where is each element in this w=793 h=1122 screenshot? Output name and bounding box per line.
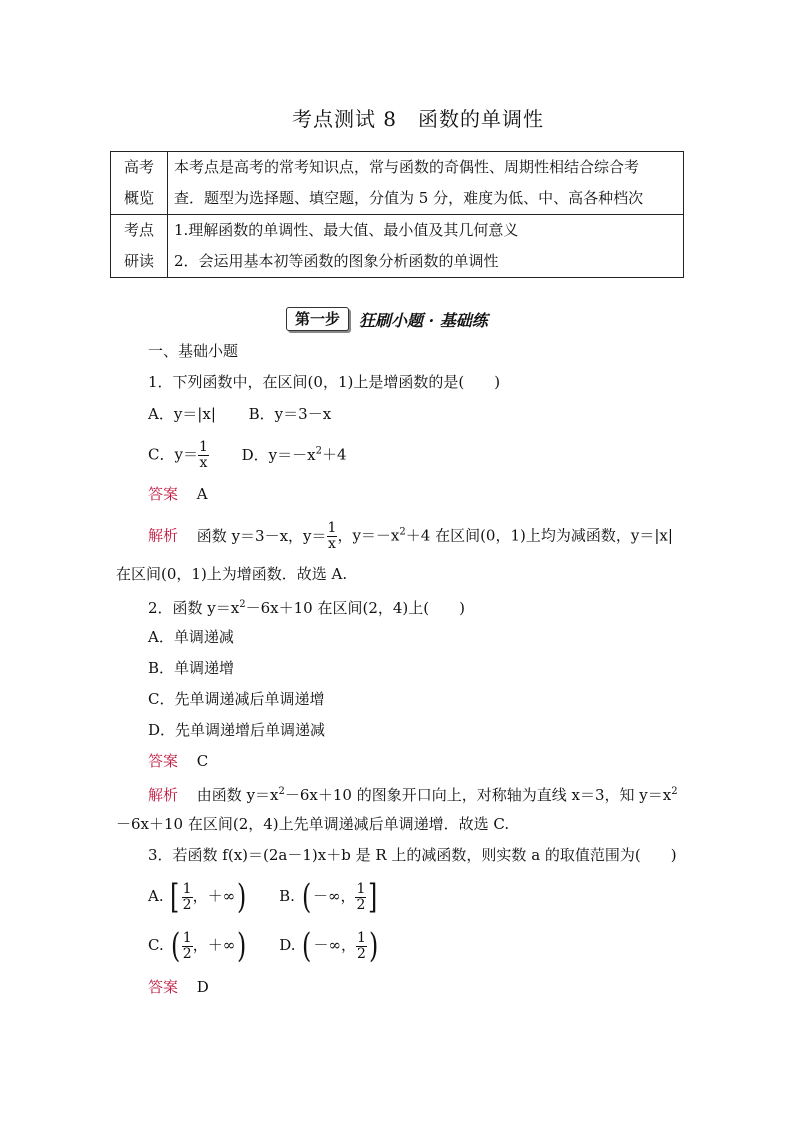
numerator: 1 xyxy=(356,880,366,897)
q1-option-b: B．y＝3－x xyxy=(248,405,332,423)
q1-options-cd xyxy=(148,440,347,471)
exponent: 2 xyxy=(399,526,406,538)
bracket-right: ] xyxy=(368,877,378,917)
q3-option-c-label: C. xyxy=(148,936,164,954)
fraction xyxy=(182,931,193,962)
row-text xyxy=(168,215,684,278)
q3-option-d-label: D. xyxy=(279,936,296,954)
bracket-left: ( xyxy=(301,877,311,917)
fraction xyxy=(327,521,338,552)
denominator: 2 xyxy=(356,896,366,913)
q2-option-b: B．单调递增 xyxy=(148,659,235,677)
q2-option-a: A．单调递减 xyxy=(148,628,234,646)
denominator: 2 xyxy=(357,945,366,962)
text-line: 1.理解函数的单调性、最大值、最小值及其几何意义 xyxy=(174,221,519,239)
numerator: 1 xyxy=(198,439,208,455)
answer-label: 答案 xyxy=(148,485,179,503)
analysis-text: －6x＋10 的图象开口向上，对称轴为直线 x＝3，知 y＝x xyxy=(284,786,672,804)
row-label xyxy=(111,152,168,215)
fraction xyxy=(356,931,367,962)
label-line: 研读 xyxy=(123,252,154,270)
q1-analysis xyxy=(148,521,673,552)
analysis-text: 由函数 y＝x xyxy=(196,786,279,804)
interval-text: －∞， xyxy=(313,936,357,954)
page-title: 考点测试 8 函数的单调性 xyxy=(291,107,545,131)
q1-option-c: C．y＝ xyxy=(148,445,198,464)
denominator: 2 xyxy=(182,896,192,913)
answer-value: C xyxy=(196,752,209,770)
denominator: x xyxy=(328,536,336,552)
step-text: 狂刷小题 · 基础练 xyxy=(359,310,488,330)
answer-value: D xyxy=(196,978,209,996)
q3-option-a-label: A. xyxy=(148,887,164,905)
interval-text: ，＋∞ xyxy=(192,887,236,905)
exponent: 2 xyxy=(278,786,285,797)
q3-stem: 3．若函数 f(x)＝(2a－1)x＋b 是 R 上的减函数，则实数 a 的取值范围为( ) xyxy=(148,846,677,864)
q2-analysis-line2: －6x＋10 在区间(2，4)上先单调递减后单调递增．故选 C. xyxy=(116,815,510,833)
interval-text: －∞， xyxy=(312,887,356,905)
q2-analysis xyxy=(148,782,678,805)
fraction xyxy=(355,882,366,913)
q2-stem-text: 2．函数 y＝x xyxy=(148,599,240,617)
exponent: 2 xyxy=(671,786,678,797)
q1-option-a: A．y＝|x| xyxy=(148,405,216,423)
bracket-left: [ xyxy=(170,877,180,917)
answer-label: 答案 xyxy=(148,752,179,770)
numerator: 1 xyxy=(357,929,366,946)
bracket-right: ) xyxy=(237,877,247,917)
step-box: 第一步 xyxy=(286,307,349,331)
q2-option-d: D．先单调递增后单调递减 xyxy=(148,721,326,739)
fraction xyxy=(198,440,209,471)
analysis-text: ，y＝－x xyxy=(337,526,400,545)
exponent: 2 xyxy=(315,445,322,457)
answer-label: 答案 xyxy=(148,978,179,996)
numerator: 1 xyxy=(182,880,192,897)
text-line: 2．会运用基本初等函数的图象分析函数的单调性 xyxy=(174,252,499,270)
fraction xyxy=(182,882,193,913)
q3-answer xyxy=(148,977,209,997)
numerator: 1 xyxy=(327,520,337,536)
denominator: x xyxy=(199,455,208,471)
bracket-right: ) xyxy=(368,926,379,966)
q1-answer xyxy=(148,484,208,504)
analysis-label: 解析 xyxy=(148,526,179,545)
row-label xyxy=(111,215,168,278)
text-line: 查．题型为选择题、填空题，分值为 5 分，难度为低、中、高各种档次 xyxy=(174,189,644,207)
table-row xyxy=(111,152,684,215)
bracket-left: ( xyxy=(170,926,180,966)
exponent: 2 xyxy=(239,599,246,610)
interval-text: ，＋∞ xyxy=(192,936,236,954)
q3-options-ab xyxy=(148,877,380,917)
q2-stem-text: －6x＋10 在区间(2，4)上( ) xyxy=(245,599,465,617)
bracket-right: ) xyxy=(237,926,247,966)
row-text xyxy=(168,152,684,215)
q2-answer xyxy=(148,751,208,771)
denominator: 2 xyxy=(182,945,192,962)
analysis-text: ＋4 在区间(0，1)上均为减函数，y＝|x| xyxy=(405,526,673,545)
step-banner xyxy=(286,306,488,332)
q1-analysis-line2: 在区间(0，1)上为增函数．故选 A. xyxy=(116,565,348,583)
answer-value: A xyxy=(196,485,208,503)
label-line: 高考 xyxy=(123,158,154,176)
label-line: 概览 xyxy=(123,189,154,207)
analysis-text: 函数 y＝3－x，y＝ xyxy=(196,526,327,545)
q3-option-b-label: B. xyxy=(279,887,295,905)
text-line: 本考点是高考的常考知识点，常与函数的奇偶性、周期性相结合综合考 xyxy=(174,158,640,176)
label-line: 考点 xyxy=(123,221,154,239)
q1-option-d: D．y＝－x xyxy=(241,445,316,464)
q2-stem xyxy=(148,595,465,618)
q1-option-d-tail: ＋4 xyxy=(322,445,347,464)
table-row xyxy=(111,215,684,278)
section-heading: 一、基础小题 xyxy=(148,342,239,360)
q1-options-ab xyxy=(148,404,331,424)
q1-stem: 1．下列函数中，在区间(0，1)上是增函数的是( ) xyxy=(148,373,501,391)
numerator: 1 xyxy=(182,929,192,946)
overview-table xyxy=(110,151,684,278)
analysis-label: 解析 xyxy=(148,786,179,804)
q3-options-cd xyxy=(148,926,380,966)
bracket-left: ( xyxy=(302,926,312,966)
q2-option-c: C．先单调递减后单调递增 xyxy=(148,690,325,708)
